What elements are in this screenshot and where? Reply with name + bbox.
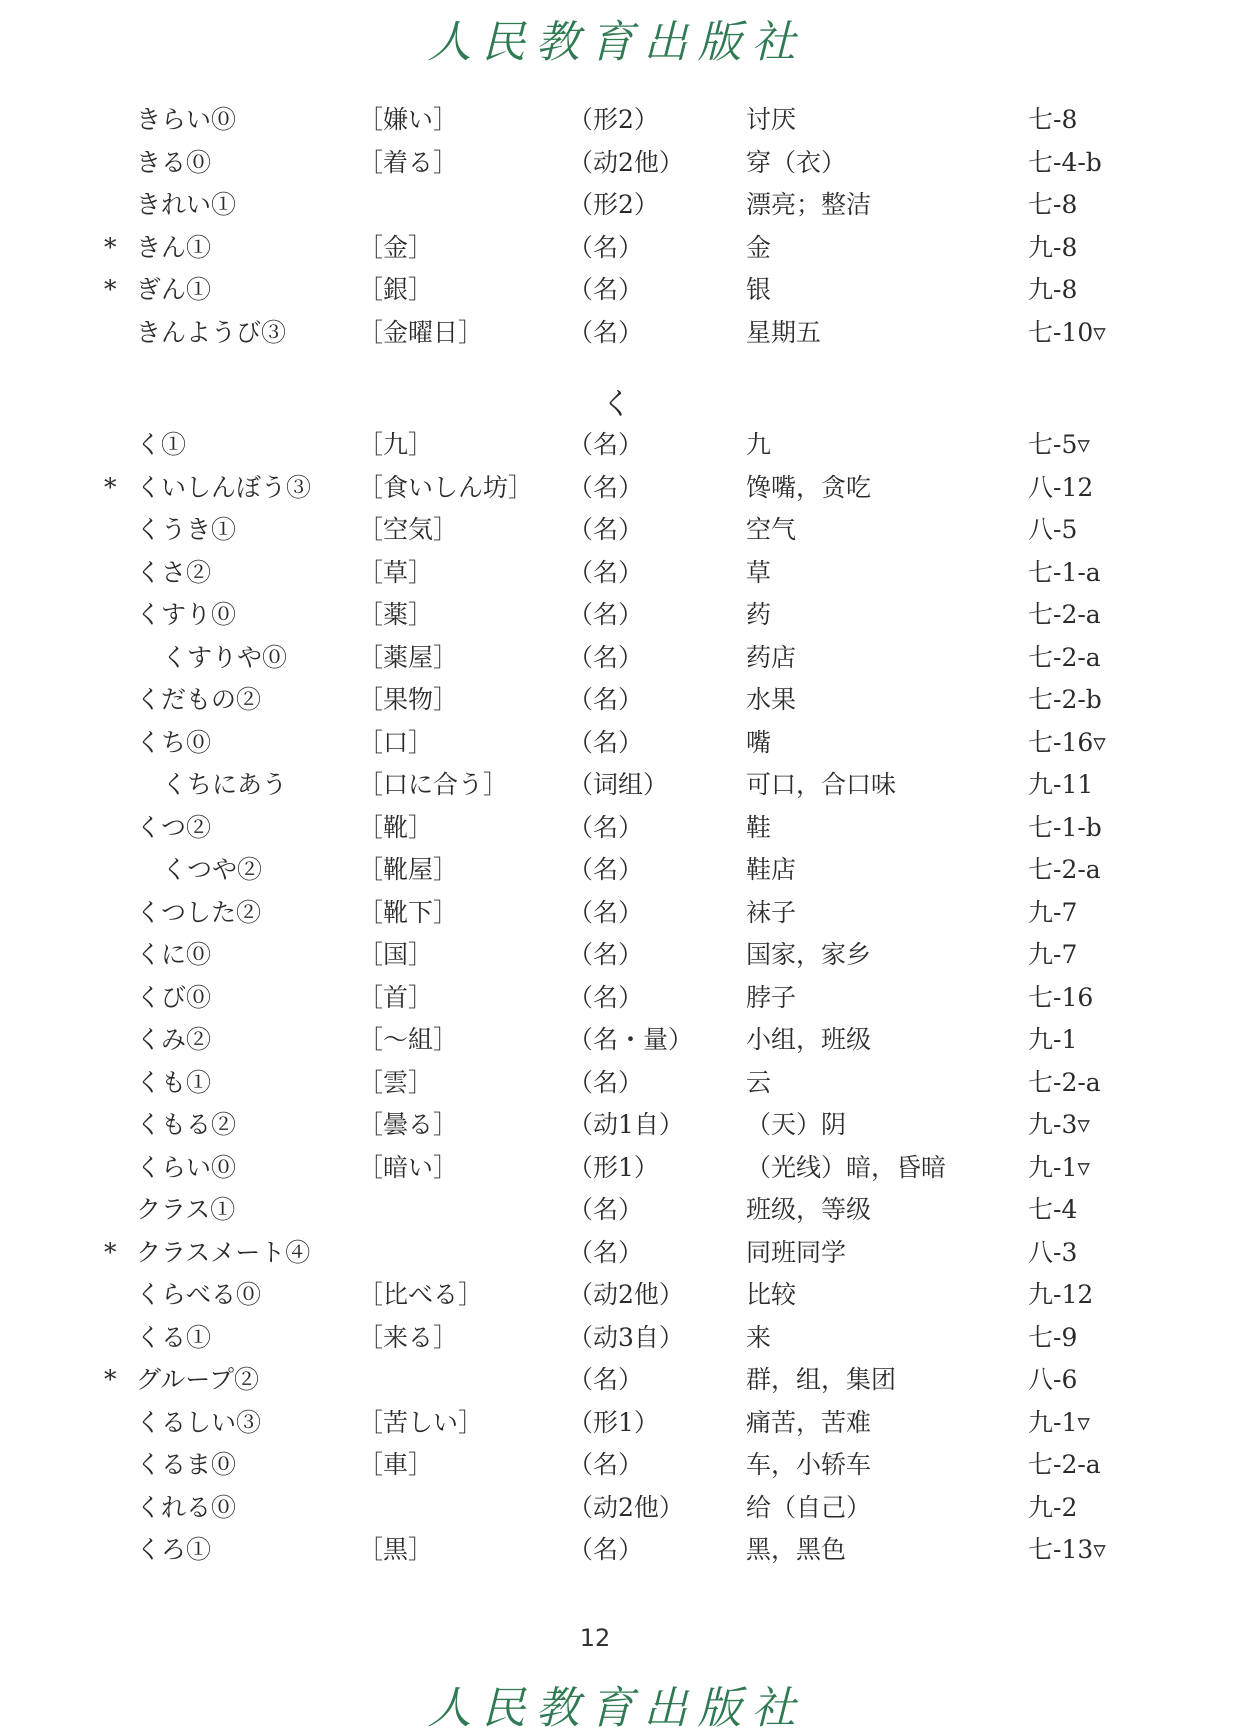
entry-reading: クラス①: [136, 1195, 236, 1224]
entry-lesson: 七-2-b: [1028, 685, 1102, 714]
entry-part-of-speech: （名）: [568, 1195, 644, 1224]
entry-reading: くうき①: [136, 515, 237, 544]
entry-part-of-speech: （名）: [568, 642, 644, 672]
vocab-entry: [0, 510, 1233, 550]
entry-reading: くるしい③: [136, 1407, 262, 1437]
entry-reading: くび⓪: [136, 982, 212, 1012]
entry-reading: きんようび③: [136, 317, 287, 347]
entry-kanji: ［嫌い］: [358, 105, 459, 134]
entry-part-of-speech: （名）: [568, 515, 644, 544]
entry-meaning: 漂亮；整洁: [746, 190, 872, 219]
vocab-entry: [0, 680, 1233, 720]
entry-part-of-speech: （动2他）: [568, 1492, 684, 1522]
entry-meaning: 袜子: [746, 897, 797, 927]
vocab-entry: [0, 893, 1233, 933]
entry-reading: くもる②: [136, 1110, 237, 1139]
vocab-entry: [0, 935, 1233, 975]
entry-lesson: 八-3: [1028, 1237, 1078, 1267]
publisher-logo-top: 人民教育出版社: [427, 17, 806, 68]
entry-meaning: 星期五: [746, 317, 822, 347]
entry-part-of-speech: （名）: [568, 897, 644, 927]
vocab-entry: [0, 100, 1233, 140]
entry-reading: くらい⓪: [136, 1152, 237, 1182]
new-word-marker: *: [104, 1237, 117, 1267]
entry-meaning: 小组，班级: [746, 1025, 872, 1054]
entry-reading: きれい①: [136, 190, 237, 219]
vocab-entry: [0, 1233, 1233, 1273]
entry-meaning: 脖子: [746, 982, 797, 1012]
new-word-marker: *: [104, 472, 117, 502]
entry-meaning: （天）阴: [746, 1110, 847, 1139]
entry-meaning: 穿（衣）: [746, 147, 847, 177]
entry-meaning: 同班同学: [746, 1237, 847, 1267]
entry-kanji: ［着る］: [358, 147, 459, 177]
vocab-entry: [0, 1445, 1233, 1485]
entry-lesson: 九-7: [1028, 940, 1078, 969]
vocab-entry: [0, 1105, 1233, 1145]
entry-kanji: ［金］: [358, 232, 434, 262]
entry-reading: グループ②: [136, 1365, 260, 1394]
entry-lesson: 七-5▿: [1028, 430, 1090, 459]
entry-reading: くさ②: [136, 557, 212, 587]
entry-part-of-speech: （名）: [568, 940, 644, 969]
entry-lesson: 七-1-b: [1028, 812, 1102, 842]
entry-kanji: ［暗い］: [358, 1152, 459, 1182]
entry-kanji: ［銀］: [358, 275, 434, 304]
entry-part-of-speech: （名）: [568, 600, 644, 629]
vocab-entry: [0, 270, 1233, 310]
entry-meaning: 鞋店: [746, 855, 797, 884]
entry-part-of-speech: （名）: [568, 1067, 644, 1097]
vocab-entry: [0, 228, 1233, 268]
entry-reading: くつした②: [136, 897, 262, 927]
entry-reading: くつ②: [136, 812, 212, 842]
entry-reading: くれる⓪: [136, 1492, 237, 1522]
entry-reading: くみ②: [136, 1025, 212, 1054]
vocab-entry: [0, 1190, 1233, 1230]
entry-part-of-speech: （名）: [568, 812, 644, 842]
entry-part-of-speech: （名）: [568, 855, 644, 884]
vocab-entry: [0, 468, 1233, 508]
entry-lesson: 九-2: [1028, 1492, 1078, 1522]
entry-meaning: 痛苦，苦难: [746, 1407, 872, 1437]
entry-kanji: ［比べる］: [358, 1280, 484, 1309]
entry-reading: くも①: [136, 1067, 212, 1097]
entry-reading: きる⓪: [136, 147, 212, 177]
entry-lesson: 七-4-b: [1028, 147, 1102, 177]
entry-part-of-speech: （动2他）: [568, 147, 684, 177]
entry-lesson: 七-10▿: [1028, 317, 1106, 347]
entry-meaning: 讨厌: [746, 105, 797, 134]
entry-lesson: 七-13▿: [1028, 1535, 1106, 1564]
vocab-entry: [0, 1275, 1233, 1315]
entry-part-of-speech: （名）: [568, 1535, 644, 1564]
entry-lesson: 七-16: [1028, 982, 1094, 1012]
vocab-entry: [0, 1020, 1233, 1060]
entry-kanji: ［来る］: [358, 1322, 459, 1352]
new-word-marker: *: [104, 1365, 117, 1394]
entry-lesson: 七-2-a: [1028, 600, 1101, 629]
entry-kanji: ［口に合う］: [358, 770, 509, 799]
vocab-entry: [0, 978, 1233, 1018]
entry-meaning: 给（自己）: [746, 1492, 872, 1522]
entry-meaning: 药店: [746, 642, 797, 672]
entry-lesson: 九-8: [1028, 275, 1078, 304]
entry-meaning: （光线）暗，昏暗: [746, 1152, 947, 1182]
entry-reading: くに⓪: [136, 940, 212, 969]
entry-kanji: ［食いしん坊］: [358, 472, 534, 502]
entry-kanji: ［首］: [358, 982, 434, 1012]
entry-part-of-speech: （形1）: [568, 1407, 659, 1437]
vocab-entry: [0, 313, 1233, 353]
entry-reading: きらい⓪: [136, 105, 237, 134]
entry-meaning: 可口，合口味: [746, 770, 897, 799]
entry-reading: くち⓪: [136, 727, 212, 757]
entry-reading: くちにあう: [162, 770, 288, 799]
entry-lesson: 七-2-a: [1028, 855, 1101, 884]
entry-reading: クラスメート④: [136, 1237, 311, 1267]
entry-lesson: 九-11: [1028, 770, 1094, 799]
entry-part-of-speech: （名）: [568, 557, 644, 587]
vocab-entry: [0, 1530, 1233, 1570]
entry-reading: くすりや⓪: [162, 642, 288, 672]
entry-meaning: 班级，等级: [746, 1195, 872, 1224]
vocab-entry: [0, 1360, 1233, 1400]
page-number: 12: [579, 1624, 611, 1652]
entry-part-of-speech: （名）: [568, 317, 644, 347]
entry-reading: くすり⓪: [136, 600, 237, 629]
entry-lesson: 七-2-a: [1028, 642, 1101, 672]
entry-part-of-speech: （名）: [568, 1450, 644, 1479]
entry-lesson: 八-12: [1028, 472, 1094, 502]
entry-lesson: 九-1▿: [1028, 1407, 1090, 1437]
entry-kanji: ［空気］: [358, 515, 459, 544]
entry-meaning: 云: [746, 1067, 772, 1097]
entry-part-of-speech: （名）: [568, 727, 644, 757]
vocab-entry: [0, 1063, 1233, 1103]
entry-meaning: 九: [746, 430, 772, 459]
entry-part-of-speech: （名）: [568, 982, 644, 1012]
entry-meaning: 国家，家乡: [746, 940, 872, 969]
entry-meaning: 车，小轿车: [746, 1450, 872, 1479]
entry-meaning: 鞋: [746, 812, 772, 842]
entry-part-of-speech: （名）: [568, 1237, 644, 1267]
new-word-marker: *: [104, 232, 117, 262]
entry-meaning: 来: [746, 1322, 772, 1352]
vocab-entry: [0, 553, 1233, 593]
entry-meaning: 比较: [746, 1280, 797, 1309]
vocab-entry: [0, 850, 1233, 890]
entry-reading: くらべる⓪: [136, 1280, 262, 1309]
vocab-entry: [0, 185, 1233, 225]
entry-lesson: 九-12: [1028, 1280, 1094, 1309]
vocab-entry: [0, 425, 1233, 465]
entry-lesson: 九-1: [1028, 1025, 1078, 1054]
entry-meaning: 黑，黑色: [746, 1535, 847, 1564]
entry-reading: くつや②: [162, 855, 263, 884]
new-word-marker: *: [104, 275, 117, 304]
entry-part-of-speech: （名）: [568, 232, 644, 262]
entry-lesson: 九-8: [1028, 232, 1078, 262]
entry-part-of-speech: （名）: [568, 472, 644, 502]
entry-reading: くる①: [136, 1322, 212, 1352]
entry-meaning: 群，组，集团: [746, 1365, 897, 1394]
entry-kanji: ［曇る］: [358, 1110, 459, 1139]
entry-kanji: ［車］: [358, 1450, 434, 1479]
entry-lesson: 九-7: [1028, 897, 1078, 927]
entry-lesson: 七-4: [1028, 1195, 1078, 1224]
entry-meaning: 草: [746, 557, 772, 587]
entry-reading: くいしんぼう③: [136, 472, 312, 502]
entry-meaning: 馋嘴，贪吃: [746, 472, 872, 502]
entry-reading: ぎん①: [136, 275, 212, 304]
vocab-entry: [0, 595, 1233, 635]
entry-part-of-speech: （形1）: [568, 1152, 659, 1182]
publisher-logo-bottom: 人民教育出版社: [427, 1683, 806, 1734]
entry-lesson: 七-9: [1028, 1322, 1078, 1352]
vocab-entry: [0, 723, 1233, 763]
entry-kanji: ［靴］: [358, 812, 434, 842]
vocab-entry: [0, 1148, 1233, 1188]
entry-kanji: ［金曜日］: [358, 317, 484, 347]
vocab-entry: [0, 1488, 1233, 1528]
entry-part-of-speech: （动2他）: [568, 1280, 684, 1309]
entry-part-of-speech: （词组）: [568, 770, 669, 799]
entry-kanji: ［～組］: [358, 1025, 459, 1054]
entry-kanji: ［薬屋］: [358, 642, 459, 672]
entry-meaning: 银: [746, 275, 772, 304]
entry-part-of-speech: （名）: [568, 275, 644, 304]
vocab-entry: [0, 808, 1233, 848]
entry-meaning: 空气: [746, 515, 797, 544]
entry-lesson: 七-1-a: [1028, 557, 1101, 587]
vocab-entry: [0, 143, 1233, 183]
vocab-entry: [0, 638, 1233, 678]
entry-reading: くろ①: [136, 1535, 212, 1564]
entry-part-of-speech: （形2）: [568, 190, 659, 219]
entry-reading: くだもの②: [136, 685, 262, 714]
entry-lesson: 七-8: [1028, 105, 1078, 134]
entry-lesson: 八-5: [1028, 515, 1078, 544]
entry-lesson: 七-8: [1028, 190, 1078, 219]
entry-reading: く①: [136, 430, 187, 459]
entry-part-of-speech: （名）: [568, 685, 644, 714]
entry-meaning: 药: [746, 600, 772, 629]
entry-meaning: 嘴: [746, 727, 772, 757]
entry-lesson: 九-1▿: [1028, 1152, 1090, 1182]
section-heading: く: [601, 387, 632, 422]
entry-meaning: 水果: [746, 685, 797, 714]
entry-part-of-speech: （动3自）: [568, 1322, 684, 1352]
entry-kanji: ［苦しい］: [358, 1407, 484, 1437]
entry-lesson: 九-3▿: [1028, 1110, 1090, 1139]
entry-kanji: ［草］: [358, 557, 434, 587]
vocab-entry: [0, 1403, 1233, 1443]
entry-lesson: 七-16▿: [1028, 727, 1106, 757]
entry-kanji: ［雲］: [358, 1067, 434, 1097]
entry-kanji: ［靴下］: [358, 897, 459, 927]
entry-kanji: ［口］: [358, 727, 434, 757]
entry-kanji: ［靴屋］: [358, 855, 459, 884]
vocab-entry: [0, 1318, 1233, 1358]
entry-part-of-speech: （形2）: [568, 105, 659, 134]
vocab-entry: [0, 765, 1233, 805]
entry-lesson: 七-2-a: [1028, 1450, 1101, 1479]
entry-part-of-speech: （名）: [568, 1365, 644, 1394]
entry-kanji: ［薬］: [358, 600, 434, 629]
entry-lesson: 七-2-a: [1028, 1067, 1101, 1097]
entry-kanji: ［国］: [358, 940, 434, 969]
entry-reading: きん①: [136, 232, 212, 262]
entry-kanji: ［果物］: [358, 685, 459, 714]
entry-part-of-speech: （动1自）: [568, 1110, 684, 1139]
entry-kanji: ［九］: [358, 430, 434, 459]
entry-part-of-speech: （名・量）: [568, 1025, 694, 1054]
entry-lesson: 八-6: [1028, 1365, 1078, 1394]
entry-reading: くるま⓪: [136, 1450, 237, 1479]
entry-part-of-speech: （名）: [568, 430, 644, 459]
entry-meaning: 金: [746, 232, 772, 262]
entry-kanji: ［黒］: [358, 1535, 434, 1564]
